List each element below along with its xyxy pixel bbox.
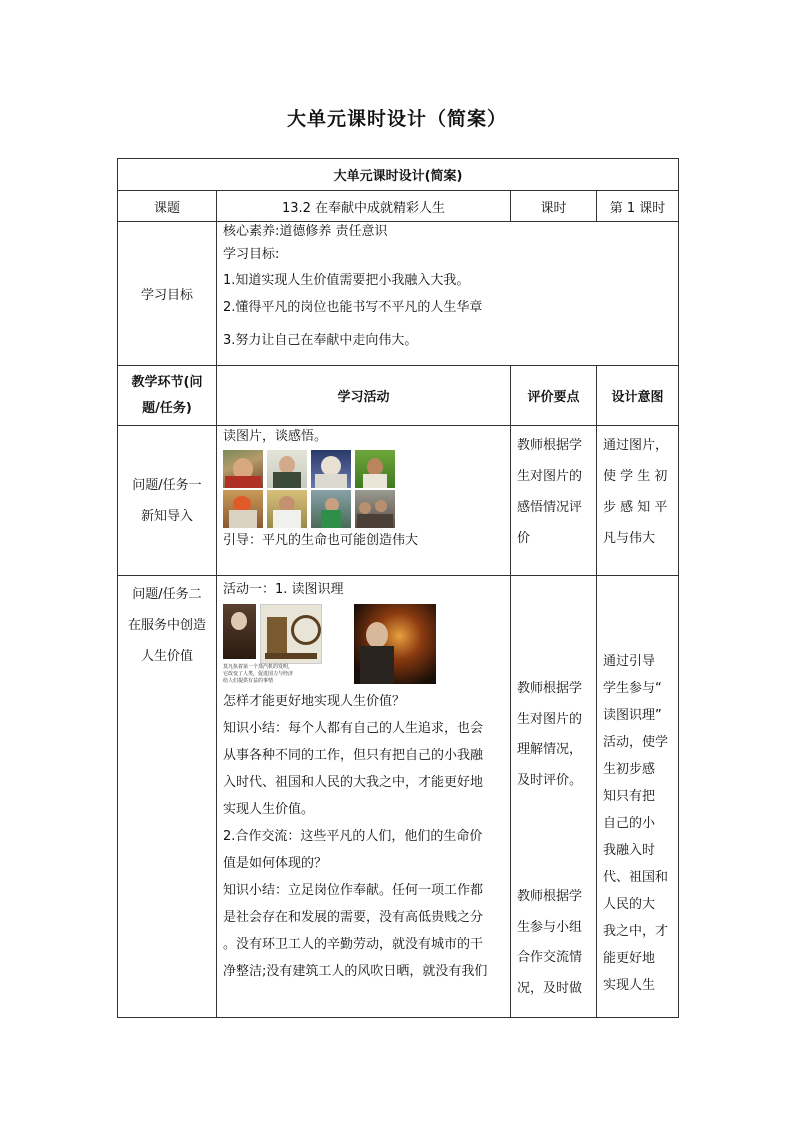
photo-row-2: [223, 490, 504, 528]
caption-line: 它改变了人类，促进国力与经济: [223, 671, 294, 677]
task2-stage-line: 问题/任务二: [132, 587, 202, 602]
activity-line: 入时代、祖国和人民的大我之中，才能更好地: [223, 775, 484, 790]
activity-line: 怎样才能更好地实现人生价值？: [223, 694, 406, 709]
objectives-heading: 学习目标:: [223, 247, 280, 262]
intent-line: 能更好地: [603, 951, 656, 966]
eval-line: 教师根据学: [517, 438, 583, 453]
group-photo: [355, 490, 395, 528]
portrait-photo: [267, 450, 307, 488]
eval-line: 合作交流情: [517, 950, 583, 965]
document-title: 大单元课时设计（简案）: [286, 108, 507, 130]
image-caption: [223, 664, 333, 685]
caption-line: 莫凡执着第一个蒸汽机的发明，: [223, 664, 294, 670]
eval-line: 生对图片的: [517, 711, 583, 727]
task1-stage: [118, 426, 217, 576]
task1-intent: [597, 426, 679, 576]
watt-portrait-photo: [223, 604, 256, 659]
activity-image-group: [223, 604, 504, 688]
eval-line: 况，及时做: [517, 980, 583, 996]
task1-activity: [217, 426, 511, 576]
intent-line: 我之中，才: [603, 924, 669, 939]
task1-guidance: 引导：平凡的生命也可能创造伟大: [223, 533, 419, 548]
task2-stage-line: 人生价值: [140, 649, 193, 664]
eval-line: 及时评价。: [517, 772, 583, 788]
task2-stage: [118, 576, 217, 1018]
photo-row-1: [223, 450, 504, 488]
objective-2: 2.懂得平凡的岗位也能书写不平凡的人生华章: [223, 300, 483, 315]
intent-line: 活动，使学: [603, 735, 669, 750]
scientist-photo: [267, 490, 307, 528]
task1-stage-line: 问题/任务一: [132, 477, 202, 493]
col-stage: 教学环节(问题/任务): [118, 366, 217, 426]
col-intent: 设计意图: [597, 366, 679, 426]
activity-line: 知识小结：立足岗位作奉献。任何一项工作都: [223, 883, 484, 898]
task2-activity: [217, 576, 511, 1018]
objective-1: 1.知道实现人生价值需要把小我融入大我。: [223, 273, 470, 288]
portrait-photo: [223, 450, 263, 488]
intent-line: 生初步感: [603, 762, 656, 777]
period-value: 第 1 课时: [597, 191, 679, 222]
intent-line: 实现人生: [603, 978, 656, 993]
table-header: 大单元课时设计(简案): [118, 159, 679, 191]
intent-line: 通过引导: [603, 654, 656, 669]
eval-line: 教师根据学: [517, 681, 583, 696]
activity-line: 是社会存在和发展的需要，没有高低贵贱之分: [223, 910, 484, 925]
farmer-photo: [355, 450, 395, 488]
objectives-label: 学习目标: [118, 222, 217, 366]
eval-line: 理解情况，: [517, 742, 583, 757]
intent-line: 学生参与“: [603, 681, 662, 696]
eval-line: 感悟情况评: [517, 500, 583, 515]
eval-line: 教师根据学: [517, 889, 583, 904]
astronaut-photo: [311, 450, 351, 488]
activity-line: 知识小结：每个人都有自己的人生追求，也会: [223, 721, 484, 736]
objectives-content: [217, 222, 679, 366]
objective-3: 3.努力让自己在奉献中走向伟大。: [223, 333, 418, 348]
task2-activity-head: 活动一：1. 读图识理: [223, 582, 344, 597]
task2-evaluation: [511, 576, 597, 1018]
topic-label: 课题: [118, 191, 217, 222]
activity-line: 净整洁;没有建筑工人的风吹日晒，就没有我们: [223, 964, 488, 979]
activity-line: 。没有环卫工人的辛勤劳动，就没有城市的干: [223, 937, 484, 952]
task1-prompt: 读图片，谈感悟。: [223, 429, 328, 444]
task2-intent: [597, 576, 679, 1018]
eval-line: 价: [517, 531, 531, 546]
intent-line: 读图识理”: [603, 708, 662, 723]
intent-line: 凡与伟大: [603, 531, 656, 546]
activity-line: 从事各种不同的工作，但只有把自己的小我融: [223, 748, 484, 763]
col-activity: 学习活动: [217, 366, 511, 426]
activity-line: 2.合作交流：这些平凡的人们，他们的生命价: [223, 829, 483, 844]
topic-value: 13.2 在奉献中成就精彩人生: [217, 191, 511, 222]
intent-line: 自己的小: [603, 816, 656, 831]
intent-line: 通过图片，: [603, 438, 669, 453]
sanitation-worker-photo: [311, 490, 351, 528]
caption-line: 给人们提供有益的事情: [223, 678, 274, 684]
eval-line: 生参与小组: [517, 919, 583, 935]
edison-photo: [354, 604, 436, 684]
intent-line: 知只有把: [603, 789, 656, 804]
activity-line: 值是如何体现的？: [223, 856, 328, 871]
intent-line: 使 学 生 初: [603, 469, 668, 484]
lesson-plan-table: [117, 158, 679, 1018]
task2-stage-line: 在服务中创造: [127, 618, 206, 633]
period-label: 课时: [511, 191, 597, 222]
intent-line: 人民的大: [603, 897, 656, 912]
col-evaluation: 评价要点: [511, 366, 597, 426]
intent-line: 我融入时: [603, 843, 656, 858]
task1-evaluation: [511, 426, 597, 576]
eval-line: 生对图片的: [517, 469, 583, 484]
intent-line: 代、祖国和: [603, 870, 669, 885]
worker-photo: [223, 490, 263, 528]
intent-line: 步 感 知 平: [603, 500, 668, 515]
task1-stage-line: 新知导入: [140, 508, 193, 524]
steam-engine-photo: [260, 604, 322, 664]
activity-line: 实现人生价值。: [223, 802, 315, 817]
core-literacy-line: 核心素养:道德修养 责任意识: [223, 224, 388, 239]
